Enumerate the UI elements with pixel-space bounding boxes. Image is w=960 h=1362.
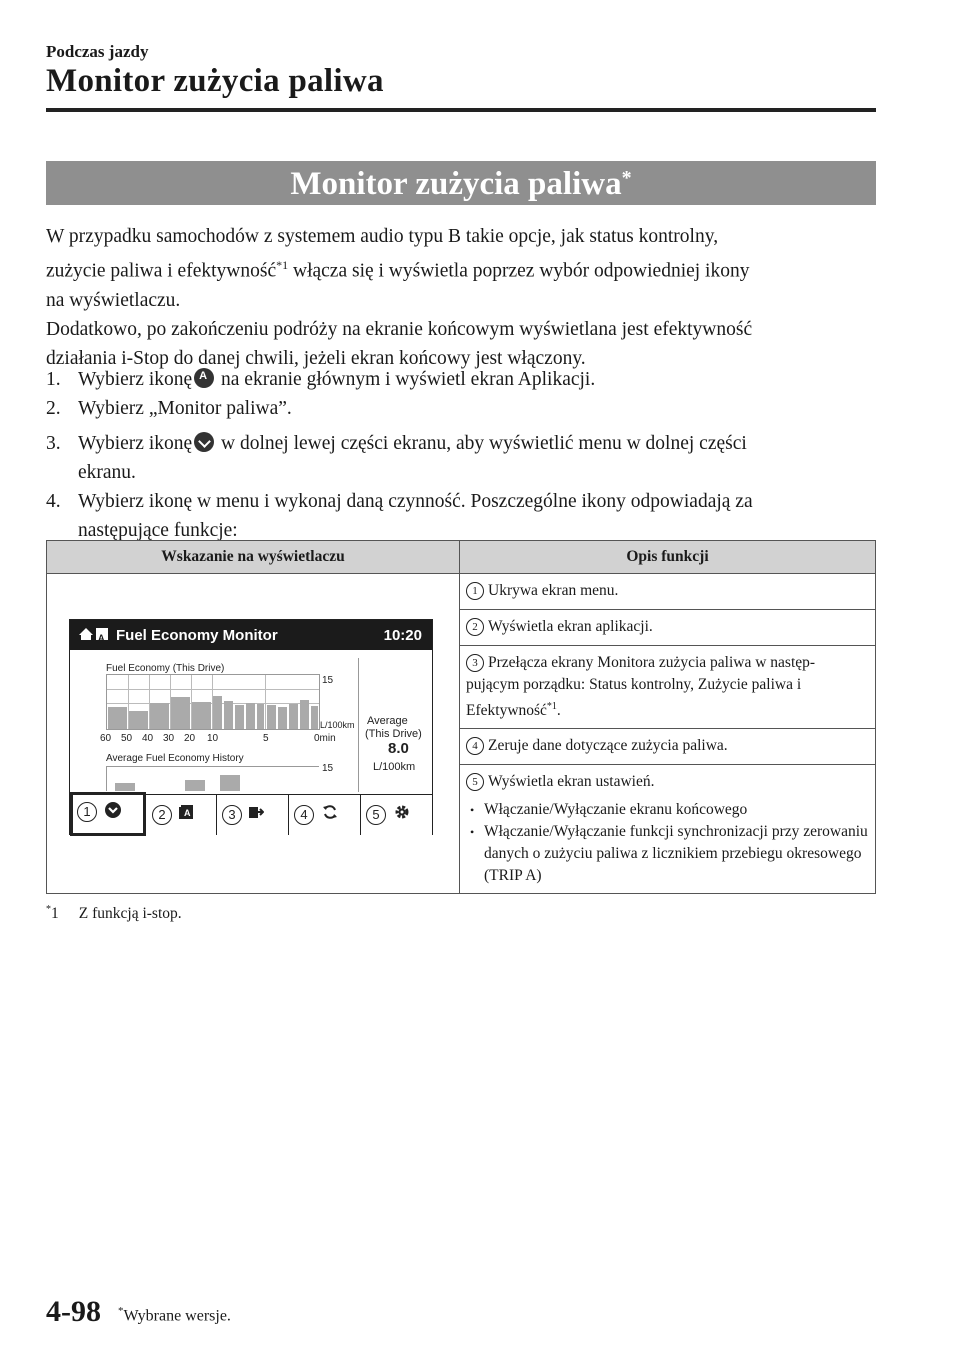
reset-button[interactable]: 4 [288, 795, 361, 835]
intro-line: W przypadku samochodów z systemem audio typu B takie opcje, jak status kontrolny, [46, 226, 719, 247]
steps-list [46, 365, 876, 545]
reset-icon [322, 804, 338, 820]
screen-cell [47, 574, 460, 894]
average-unit: L/100km [373, 761, 416, 773]
chart-label: Fuel Economy (This Drive) [106, 663, 225, 674]
history-top-label: 15 [322, 763, 334, 774]
function-table [46, 540, 876, 894]
chart-bar [129, 711, 148, 729]
chart-bar [311, 706, 318, 729]
svg-text:A: A [184, 808, 191, 818]
footnote: *1 Z funkcją i-stop. [46, 904, 182, 923]
desc-row-4: 4 Zeruje dane dotyczące zużycia paliwa. [460, 729, 876, 765]
settings-button[interactable]: 5 [360, 795, 432, 835]
chevron-down-icon [194, 432, 214, 452]
history-bar [115, 783, 135, 791]
chart-bar [278, 707, 287, 729]
bullet-item: • Włączanie/Wyłączanie funkcji synchronizacji przy zerowaniu danych o zużyciu paliwa z licznikiem przebiegu okresowego (TRIP A) [466, 821, 869, 887]
apps-icon [178, 804, 194, 820]
chevron-down-icon [105, 802, 121, 818]
screen-divider [358, 658, 359, 792]
chart-bar [108, 707, 127, 729]
x-tick: 40 [142, 733, 154, 744]
switch-screen-button[interactable]: 3 [216, 795, 289, 835]
x-tick: 20 [184, 733, 196, 744]
page-number: 4-98 [46, 1295, 101, 1328]
history-bar [220, 775, 240, 791]
x-tick: 10 [207, 733, 219, 744]
hide-menu-button[interactable]: 1 [70, 792, 146, 836]
step-4: 4. Wybierz ikonę w menu i wykonaj daną czynność. Poszczególne ikony odpowiadają za następujące funkcje: [46, 491, 753, 541]
footer-note: *Wybrane wersje. [118, 1305, 231, 1325]
history-label: Average Fuel Economy History [106, 753, 244, 764]
chart-bar [150, 703, 169, 729]
intro-line: Dodatkowo, po zakończeniu podróży na ekranie końcowym wyświetlana jest efektywność [46, 318, 753, 340]
step-1: 1. Wybierz ikonęA na ekranie głównym i wyświetl ekran Aplikacji. [46, 365, 876, 394]
switch-screen-icon [248, 804, 264, 820]
desc-row-3: 3 Przełącza ekrany Monitora zużycia paliwa w następ- pującym porządku: Status kontrolny, Zużycie paliwa i Efektywność$^{*1}$. [460, 646, 876, 729]
step-3: 3. Wybierz ikonę w dolnej lewej części ekranu, aby wyświetlić menu w dolnej części ekranu. [46, 433, 747, 483]
desc-row-5: 5 Wyświetla ekran ustawień. • Włączanie/Wyłączanie ekranu końcowego • Włączanie/Wyłączanie funkcji synchronizacji przy zerowaniu danych o zużyciu paliwa z licznikiem przebiegu okresowego (TRIP A) [460, 765, 876, 894]
section-label: Podczas jazdy [46, 42, 149, 61]
apps-button[interactable]: 2 A [146, 795, 217, 835]
settings-icon [394, 804, 410, 820]
x-tick: 30 [163, 733, 175, 744]
history-bar [185, 780, 205, 791]
screen-topbar [70, 620, 432, 650]
screen-title: Fuel Economy Monitor [116, 627, 278, 644]
chart-bar [192, 702, 211, 729]
average-label: Average [367, 715, 408, 727]
intro-paragraph [46, 222, 876, 373]
col-header-description: Opis funkcji [460, 541, 876, 574]
banner-title: Monitor zużycia paliwa [290, 166, 622, 202]
chart-bar [289, 704, 298, 729]
chart-bar [257, 704, 264, 729]
x-tick: 50 [121, 733, 133, 744]
step-2: 2. Wybierz „Monitor paliwa”. [46, 398, 292, 419]
chart-bar [213, 696, 222, 729]
apps-icon [194, 368, 214, 388]
x-tick: 5 [263, 733, 269, 744]
header-rule [46, 108, 876, 112]
bottom-menu [70, 794, 432, 835]
chart-bar [246, 703, 255, 729]
chart-bar [224, 701, 233, 729]
col-header-display: Wskazanie na wyświetlaczu [47, 541, 460, 574]
average-sublabel: (This Drive) [365, 728, 422, 740]
chart-bar [171, 697, 190, 729]
intro-line: na wyświetlaczu. [46, 289, 181, 311]
desc-row-2: 2 Wyświetla ekran aplikacji. [460, 610, 876, 646]
banner-mark: * [621, 167, 632, 189]
desc-row-1: 1 Ukrywa ekran menu. [460, 574, 876, 610]
section-banner [46, 161, 876, 205]
unit-label: L/100km [320, 720, 355, 730]
home-icon [79, 628, 93, 635]
y-top-label: 15 [322, 675, 334, 686]
x-tick: 0min [314, 733, 336, 744]
chart-bar [300, 700, 309, 729]
screen-clock: 10:20 [383, 627, 422, 644]
chart-bar [235, 705, 244, 729]
average-value: 8.0 [388, 740, 409, 757]
history-chart [106, 766, 319, 791]
chart-bar [267, 705, 276, 729]
page-title: Monitor zużycia paliwa [46, 63, 384, 99]
bullet-item: • Włączanie/Wyłączanie ekranu końcowego [466, 799, 869, 821]
intro-line: zużycie paliwa i efektywność$^{*1}$ włącza się i wyświetla poprzez wybór odpowiedniej ikony [46, 258, 750, 282]
apps-icon [96, 628, 108, 640]
fuel-economy-chart [106, 674, 320, 730]
x-tick: 60 [100, 733, 112, 744]
intro-line: działania i-Stop do danej chwili, jeżeli ekran końcowy jest włączony. [46, 347, 586, 369]
fuel-economy-screen [69, 619, 433, 835]
